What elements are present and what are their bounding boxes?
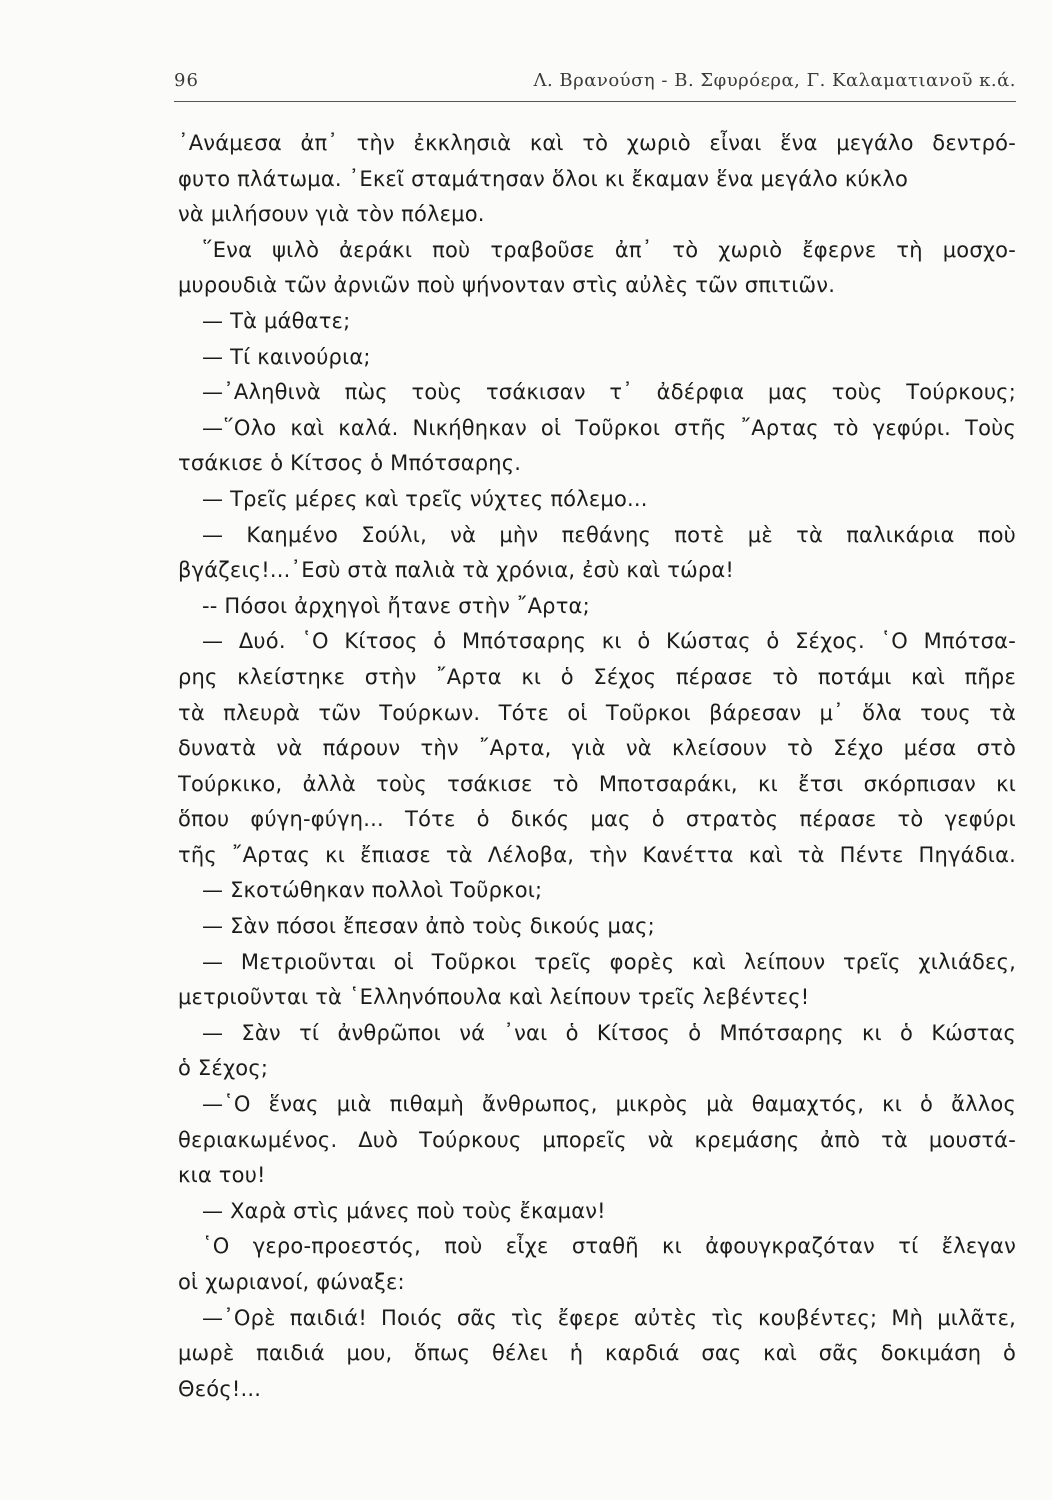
running-head xyxy=(174,70,1016,100)
text-line: φυτο πλάτωμα. ᾿Εκεῖ σταμάτησαν ὅλοι κι ἔκαμαν ἕνα μεγάλο κύκλο xyxy=(178,166,909,191)
text-line: -- Πόσοι ἀρχηγοὶ ἤτανε στὴν ῎Αρτα; xyxy=(202,593,590,618)
text-line: — Τὰ μάθατε; xyxy=(202,308,351,333)
text-line: —᾿Ορὲ παιδιά! Ποιός σᾶς τὶς ἔφερε αὐτὲς τὶς κουβέντες; Μὴ μιλᾶτε, xyxy=(202,1305,1016,1330)
text-line: — Δυό. ῾Ο Κίτσος ὁ Μπότσαρης κι ὁ Κώστας ὁ Σέχος. ῾Ο Μπότσα- xyxy=(202,629,1016,654)
text-line: τῆς ῎Αρτας κι ἔπιασε τὰ Λέλοβα, τὴν Κανέττα καὶ τὰ Πέντε Πηγάδια. xyxy=(178,842,1016,867)
text-line: —᾿Αληθινὰ πὼς τοὺς τσάκισαν τ᾿ ἀδέρφια μας τοὺς Τούρκους; xyxy=(202,380,1016,405)
text-line: — Σὰν πόσοι ἔπεσαν ἀπὸ τοὺς δικούς μας; xyxy=(202,914,655,939)
text-line: οἱ χωριανοί, φώναξε: xyxy=(178,1270,405,1294)
text-line: Τούρκικο, ἀλλὰ τοὺς τσάκισε τὸ Μποτσαράκι, κι ἔτσι σκόρπισαν κι xyxy=(178,771,1016,796)
text-line: μυρουδιὰ τῶν ἀρνιῶν ποὺ ψήνονταν στὶς αὐλὲς τῶν σπιτιῶν. xyxy=(178,273,836,298)
text-line: ᾿Ανάμεσα ἀπ᾿ τὴν ἐκκλησιὰ καὶ τὸ χωριὸ εἶναι ἕνα μεγάλο δεντρό- xyxy=(178,131,1016,155)
text-line: κια του! xyxy=(178,1163,266,1188)
text-line: δυνατὰ νὰ πάρουν τὴν ῎Αρτα, γιὰ νὰ κλείσουν τὸ Σέχο μέσα στὸ xyxy=(178,736,1016,761)
text-line: τσάκισε ὁ Κίτσος ὁ Μπότσαρης. xyxy=(178,451,522,476)
running-head-title: Λ. Βρανούση - Β. Σφυρόερα, Γ. Καλαματιανοῦ κ.ά. xyxy=(533,70,1016,91)
text-line: — Χαρὰ στὶς μάνες ποὺ τοὺς ἔκαμαν! xyxy=(202,1198,606,1223)
header-rule xyxy=(174,101,1016,102)
text-line: θεριακωμένος. Δυὸ Τούρκους μπορεῖς νὰ κρεμάσης ἀπὸ τὰ μουστά- xyxy=(178,1127,1016,1152)
text-line: — Μετριοῦνται οἱ Τοῦρκοι τρεῖς φορὲς καὶ λείπουν τρεῖς χιλιάδες, xyxy=(202,949,1016,974)
text-line: νὰ μιλήσουν γιὰ τὸν πόλεμο. xyxy=(178,202,485,227)
text-line: — Σὰν τί ἀνθρῶποι νά ᾿ναι ὁ Κίτσος ὁ Μπότσαρης κι ὁ Κώστας xyxy=(202,1020,1016,1045)
text-line: ρης κλείστηκε στὴν ῎Αρτα κι ὁ Σέχος πέρασε τὸ ποτάμι καὶ πῆρε xyxy=(178,664,1016,689)
text-line: Θεός!... xyxy=(178,1376,262,1401)
text-line: βγάζεις!...᾿Εσὺ στὰ παλιὰ τὰ χρόνια, ἐσὺ καὶ τώρα! xyxy=(178,558,735,583)
text-line: — Τί καινούρια; xyxy=(202,344,371,369)
text-line: ὅπου φύγη-φύγη... Τότε ὁ δικός μας ὁ στρατὸς πέρασε τὸ γεφύρι xyxy=(178,807,1016,832)
text-line: ῞Ενα ψιλὸ ἀεράκι ποὺ τραβοῦσε ἀπ᾿ τὸ χωριὸ ἔφερνε τὴ μοσχο- xyxy=(202,237,1016,262)
text-line: — Τρεῖς μέρες καὶ τρεῖς νύχτες πόλεμο... xyxy=(202,486,648,511)
text-line: μετριοῦνται τὰ ῾Ελληνόπουλα καὶ λείπουν τρεῖς λεβέντες! xyxy=(178,985,810,1010)
page-number: 96 xyxy=(174,70,199,91)
text-line: ῾Ο γερο-προεστός, ποὺ εἶχε σταθῆ κι ἀφουγκραζόταν τί ἔλεγαν xyxy=(202,1234,1016,1259)
text-line: μωρὲ παιδιά μου, ὅπως θέλει ἡ καρδιά σας καὶ σᾶς δοκιμάση ὁ xyxy=(178,1341,1016,1366)
text-line: —῞Ολο καὶ καλά. Νικήθηκαν οἱ Τοῦρκοι στῆς ῎Αρτας τὸ γεφύρι. Τοὺς xyxy=(202,415,1016,440)
text-line: —῾Ο ἕνας μιὰ πιθαμὴ ἄνθρωπος, μικρὸς μὰ θαμαχτός, κι ὁ ἄλλος xyxy=(202,1092,1016,1117)
text-line: — Καημένο Σούλι, νὰ μὴν πεθάνης ποτὲ μὲ τὰ παλικάρια ποὺ xyxy=(202,522,1016,547)
text-line: ὁ Σέχος; xyxy=(178,1056,269,1081)
text-line: — Σκοτώθηκαν πολλοὶ Τοῦρκοι; xyxy=(202,878,543,903)
body-text xyxy=(178,126,1016,1407)
text-line: τὰ πλευρὰ τῶν Τούρκων. Τότε οἱ Τοῦρκοι βάρεσαν μ᾿ ὅλα τους τὰ xyxy=(178,700,1016,725)
